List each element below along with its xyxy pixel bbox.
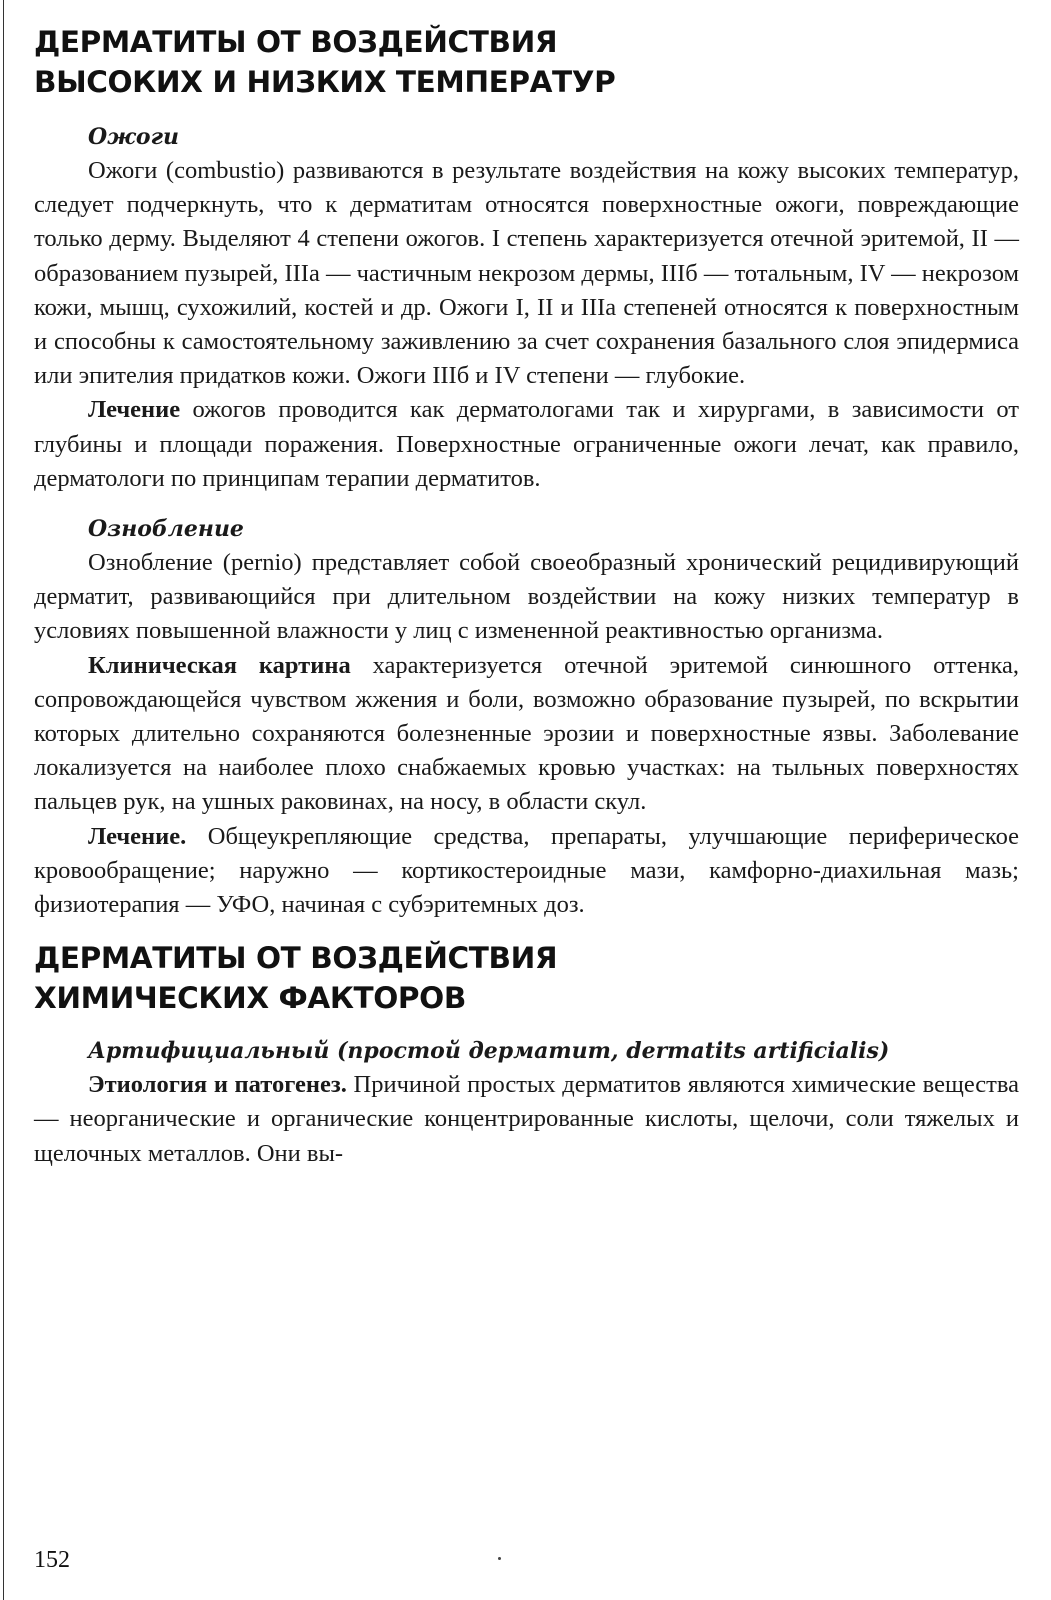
- lead-term: Лечение.: [88, 822, 187, 850]
- paragraph-text: Причиной простых дерматитов являются химические вещества — неорганические и органические концентрированные кислоты, щелочи, соли тяжелых и щелочных металлов. Они вы-: [34, 1071, 1020, 1167]
- paragraph-burns-treatment: [34, 393, 1019, 496]
- paragraph-text: Общеукрепляющие средства, препараты, улучшающие периферическое кровообращение; наружно — кортикостероидные мази, камфорно-диахильная мазь; физиотерапия — УФО, начиная с субэритемных доз.: [34, 822, 1019, 919]
- subheading-burns: Ожоги: [88, 124, 179, 150]
- lead-term: Этиология и патогенез.: [88, 1071, 347, 1099]
- section-heading-temperature: [34, 22, 1019, 102]
- section-heading-chemical: [34, 938, 1019, 1018]
- print-speck: [498, 1557, 501, 1560]
- paragraph-etiology: [34, 1068, 1019, 1171]
- paragraph-text: характеризуется отечной эритемой синюшного оттенка, сопровождающейся чувством жжения и боли, возможно образование пузырей, по вскрытии которых длительно сохраняются болезненные эрозии и поверхностные язвы. Заболевание локализуется на наиболее плохо снабжаемых кровью участках: на тыльных поверхностях пальцев рук, на ушных раковинах, на носу, в области скул.: [34, 651, 1019, 816]
- paragraph-chilblain-treatment: [34, 820, 1019, 923]
- subheading-chilblain: Ознобление: [88, 516, 244, 543]
- paragraph-burns-description: Ожоги (combustio) развиваются в результате воздействия на кожу высоких температур, следует подчеркнуть, что к дерматитам относятся поверхностные ожоги, повреждающие только дерму. Выделяют 4 степени ожогов. I степень характеризуется отечной эритемой, II — образованием пузырей, IIIa — частичным некрозом дермы, IIIб — тотальным, IV — некрозом кожи, мышц, сухожилий, костей и др. Ожоги I, II и IIIa степеней относятся к поверхностным и способны к самостоятельному заживлению за счет сохранения базального слоя эпидермиса или эпителия придатков кожи. Ожоги IIIб и IV степени — глубокие.: [34, 157, 1019, 390]
- heading-line: ВЫСОКИХ И НИЗКИХ ТЕМПЕРАТУР: [34, 65, 616, 99]
- paragraph-text: ожогов проводится как дерматологами так и хирургами, в зависимости от глубины и площади поражения. Поверхностные ограниченные ожоги лечат, как правило, дерматологи по принципам терапии дерматитов.: [34, 396, 1019, 492]
- subheading-artificial-dermatitis: Артифициальный (простой дерматит, dermatits artificialis): [88, 1038, 890, 1065]
- heading-line: ДЕРМАТИТЫ ОТ ВОЗДЕЙСТВИЯ: [34, 941, 558, 976]
- paragraph-chilblain-description: Ознобление (pernio) представляет собой своеобразный хронический рецидивирующий дерматит, развивающийся при длительном воздействии на кожу низких температур в условиях повышенной влажности у лиц с измененной реактивностью организма.: [34, 549, 1019, 645]
- paragraph-chilblain-clinical: [34, 649, 1019, 820]
- page-number: 152: [34, 1547, 70, 1573]
- lead-term: Клиническая картина: [88, 651, 351, 679]
- lead-term: Лечение: [88, 396, 181, 424]
- page-edge-line: [3, 0, 4, 1600]
- heading-line: ДЕРМАТИТЫ ОТ ВОЗДЕЙСТВИЯ: [34, 25, 558, 59]
- book-page: [34, 22, 1019, 1171]
- heading-line: ХИМИЧЕСКИХ ФАКТОРОВ: [34, 981, 466, 1016]
